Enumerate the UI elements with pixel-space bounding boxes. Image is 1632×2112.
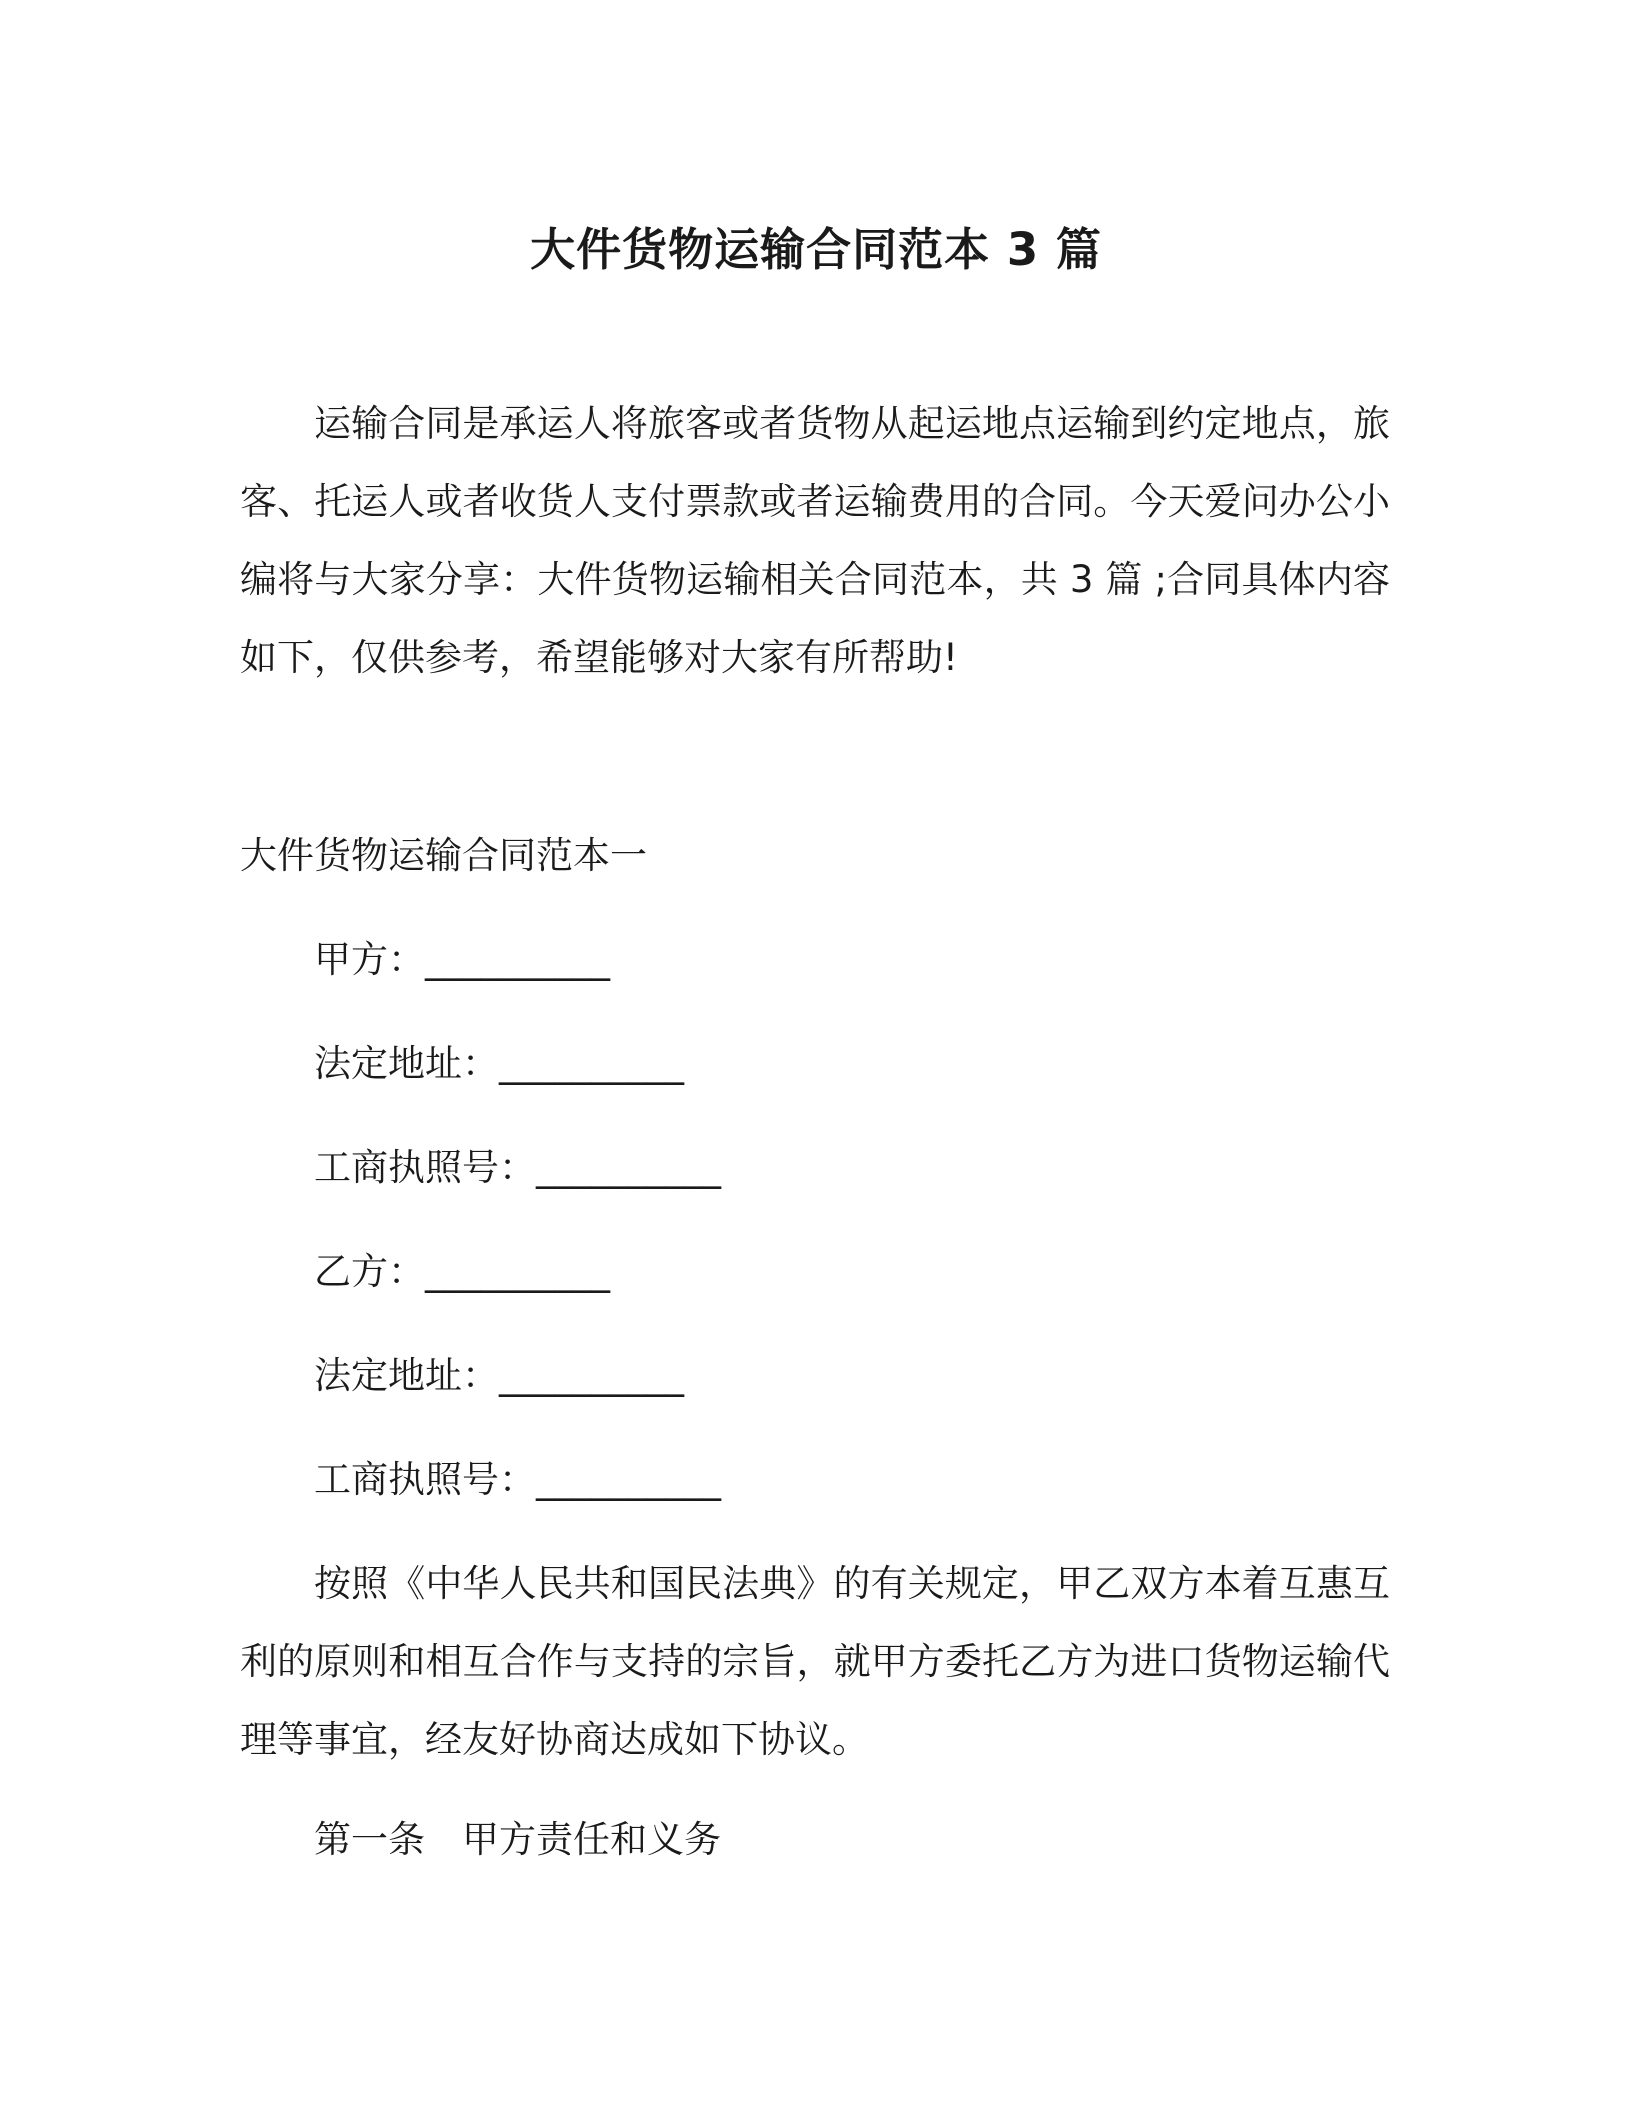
document-title: 大件货物运输合同范本 3 篇: [530, 223, 1102, 276]
article-heading: [314, 1814, 721, 1866]
party-b-license-field: 工商执照号：__________: [314, 1458, 721, 1501]
clause-paragraph: [240, 1545, 1390, 1779]
party-b-field: 乙方：__________: [314, 1250, 610, 1293]
party-b-address-field: 法定地址：__________: [314, 1354, 684, 1397]
party-a-license-field: 工商执照号：__________: [314, 1146, 721, 1189]
article-number: 第一条: [314, 1818, 425, 1861]
party-a-field: 甲方：__________: [314, 938, 610, 981]
section-heading: 大件货物运输合同范本一: [240, 834, 647, 877]
party-a-address-field: 法定地址：__________: [314, 1042, 684, 1085]
article-title: 甲方责任和义务: [462, 1818, 721, 1861]
intro-text: 运输合同是承运人将旅客或者货物从起运地点运输到约定地点，旅客、托运人或者收货人支付票款或者运输费用的合同。今天爱问办公小编将与大家分享：大件货物运输相关合同范本，共 3 篇 ;合同具体内容如下，仅供参考，希望能够对大家有所帮助!: [240, 402, 1390, 679]
clause-text: 按照《中华人民共和国民法典》的有关规定，甲乙双方本着互惠互利的原则和相互合作与支持的宗旨，就甲方委托乙方为进口货物运输代理等事宜，经友好协商达成如下协议。: [240, 1562, 1390, 1761]
intro-paragraph: [240, 385, 1390, 697]
